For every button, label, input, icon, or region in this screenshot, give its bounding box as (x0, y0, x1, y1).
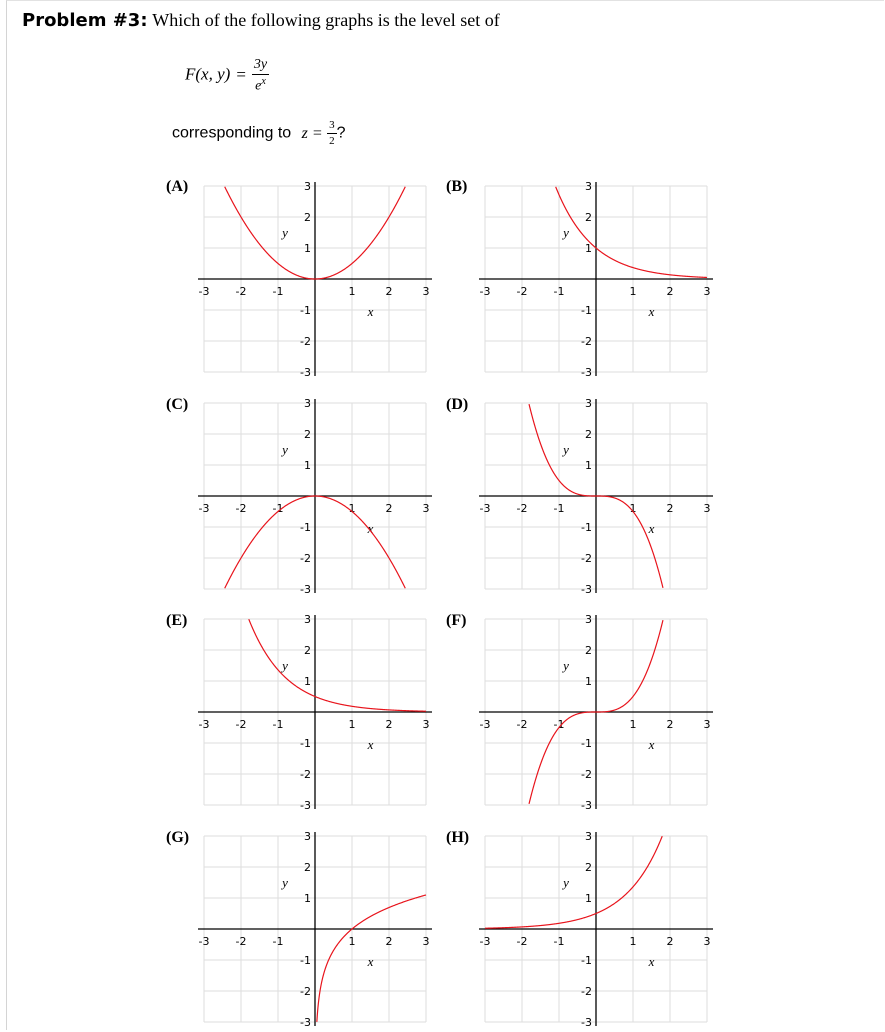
x-tick-label: 2 (385, 718, 393, 731)
y-tick-label: 2 (585, 428, 592, 441)
x-tick-label: -3 (479, 285, 491, 298)
y-tick-label: 3 (585, 397, 592, 410)
x-axis-label: x (648, 954, 655, 969)
x-tick-label: 2 (666, 935, 674, 948)
problem-frame (6, 0, 884, 1030)
x-tick-label: -3 (198, 502, 210, 515)
question-mark: ? (336, 124, 346, 142)
y-tick-label: 1 (304, 242, 311, 255)
y-tick-label: -2 (300, 985, 311, 998)
x-tick-label: 1 (348, 502, 356, 515)
y-tick-label: -1 (581, 304, 592, 317)
y-tick-label: -3 (300, 1016, 311, 1029)
level-curve (485, 836, 662, 928)
y-tick-label: -2 (581, 335, 592, 348)
option-label: (E) (166, 612, 188, 629)
x-tick-label: 3 (703, 285, 711, 298)
x-tick-label: -3 (479, 502, 491, 515)
y-tick-label: -1 (581, 521, 592, 534)
x-tick-label: 2 (666, 285, 674, 298)
x-tick-label: -1 (553, 935, 565, 948)
x-axis-label: x (367, 521, 374, 536)
graph-1[interactable] (478, 182, 718, 382)
y-axis-label: y (282, 442, 288, 458)
y-tick-label: 2 (304, 211, 311, 224)
x-tick-label: -2 (235, 935, 247, 948)
fraction-denominator (252, 75, 269, 94)
y-axis-label: y (563, 875, 569, 891)
graph-0[interactable] (197, 182, 437, 382)
x-tick-label: -2 (516, 502, 528, 515)
x-axis-label: x (648, 737, 655, 752)
y-axis-label: y (563, 225, 569, 241)
level-curve (249, 619, 426, 711)
x-tick-label: 2 (666, 718, 674, 731)
y-tick-label: 2 (585, 644, 592, 657)
x-tick-label: -3 (479, 935, 491, 948)
y-tick-label: 3 (585, 830, 592, 843)
graph-4[interactable] (197, 615, 437, 815)
x-tick-label: 1 (348, 285, 356, 298)
x-tick-label: 2 (385, 935, 393, 948)
x-tick-label: 1 (348, 718, 356, 731)
y-axis-label: y (282, 225, 288, 241)
y-tick-label: -2 (581, 768, 592, 781)
y-tick-label: 3 (585, 613, 592, 626)
x-axis-label: x (648, 304, 655, 319)
corresponding-text: corresponding to (172, 124, 292, 142)
x-tick-label: 2 (385, 285, 393, 298)
y-tick-label: -2 (300, 552, 311, 565)
z-equals: z = (301, 124, 323, 142)
x-tick-label: -3 (198, 718, 210, 731)
y-tick-label: -1 (581, 737, 592, 750)
x-tick-label: -3 (198, 285, 210, 298)
x-tick-label: 3 (422, 718, 430, 731)
graph-5[interactable] (478, 615, 718, 815)
x-axis-label: x (367, 737, 374, 752)
problem-heading (22, 10, 500, 32)
function-fraction (252, 58, 269, 94)
x-tick-label: 2 (385, 502, 393, 515)
y-axis-label: y (563, 442, 569, 458)
x-tick-label: 1 (629, 718, 637, 731)
fraction-numerator: 3y (252, 58, 269, 75)
y-axis-label: y (563, 658, 569, 674)
x-tick-label: -1 (272, 502, 284, 515)
y-tick-label: 1 (304, 892, 311, 905)
graph-6[interactable] (197, 832, 437, 1032)
x-axis-label: x (367, 304, 374, 319)
y-tick-label: 1 (585, 675, 592, 688)
y-tick-label: -2 (300, 335, 311, 348)
level-value-line (172, 120, 346, 147)
graph-7[interactable] (478, 832, 718, 1032)
option-label: (G) (166, 829, 190, 846)
y-axis-label: y (282, 875, 288, 891)
y-tick-label: -2 (300, 768, 311, 781)
x-tick-label: -2 (235, 285, 247, 298)
level-curve (556, 187, 707, 278)
x-tick-label: -1 (553, 285, 565, 298)
option-label: (H) (446, 829, 470, 846)
x-tick-label: -3 (198, 935, 210, 948)
y-axis-label: y (282, 658, 288, 674)
y-tick-label: 3 (304, 830, 311, 843)
y-tick-label: 1 (585, 892, 592, 905)
y-tick-label: 2 (585, 211, 592, 224)
y-tick-label: 1 (585, 459, 592, 472)
y-tick-label: -3 (300, 366, 311, 379)
z-fraction (327, 120, 337, 147)
x-tick-label: -2 (235, 502, 247, 515)
y-tick-label: -1 (300, 954, 311, 967)
z-numerator: 3 (327, 120, 337, 134)
y-tick-label: 2 (304, 644, 311, 657)
x-tick-label: 1 (629, 935, 637, 948)
z-denominator: 2 (329, 135, 335, 147)
y-tick-label: 3 (585, 180, 592, 193)
x-axis-label: x (367, 954, 374, 969)
y-tick-label: -3 (581, 1016, 592, 1029)
x-tick-label: 3 (703, 502, 711, 515)
problem-number: Problem #3: (22, 10, 148, 31)
option-label: (D) (446, 396, 469, 413)
y-tick-label: -2 (581, 985, 592, 998)
x-tick-label: -1 (272, 285, 284, 298)
x-tick-label: 3 (703, 935, 711, 948)
option-label: (C) (166, 396, 189, 413)
y-tick-label: -1 (300, 737, 311, 750)
denominator-exponent: x (261, 76, 266, 87)
graph-3[interactable] (478, 399, 718, 599)
x-tick-label: -1 (553, 502, 565, 515)
y-tick-label: -1 (300, 304, 311, 317)
x-tick-label: 2 (666, 502, 674, 515)
denominator-base: e (255, 78, 262, 94)
option-label: (F) (446, 612, 467, 629)
y-tick-label: 1 (585, 242, 592, 255)
x-tick-label: 1 (629, 502, 637, 515)
function-formula (185, 58, 269, 94)
y-tick-label: 2 (585, 861, 592, 874)
y-tick-label: 1 (304, 459, 311, 472)
equals-sign: = (236, 64, 246, 84)
y-tick-label: -3 (300, 583, 311, 596)
x-tick-label: -1 (272, 718, 284, 731)
x-tick-label: 1 (629, 285, 637, 298)
y-tick-label: -1 (581, 954, 592, 967)
option-label: (B) (446, 178, 468, 195)
y-tick-label: 1 (304, 675, 311, 688)
y-tick-label: -3 (581, 799, 592, 812)
function-lhs: F(x, y) (185, 64, 231, 84)
x-tick-label: -1 (553, 718, 565, 731)
y-tick-label: -3 (581, 583, 592, 596)
x-tick-label: -2 (516, 285, 528, 298)
x-tick-label: -2 (516, 718, 528, 731)
x-tick-label: -2 (235, 718, 247, 731)
option-label: (A) (166, 178, 189, 195)
x-axis-label: x (648, 521, 655, 536)
problem-question: Which of the following graphs is the level set of (152, 10, 500, 30)
x-tick-label: -2 (516, 935, 528, 948)
x-tick-label: 3 (422, 285, 430, 298)
x-tick-label: 3 (422, 935, 430, 948)
y-tick-label: -3 (581, 366, 592, 379)
y-tick-label: 3 (304, 180, 311, 193)
x-tick-label: 3 (422, 502, 430, 515)
y-tick-label: 3 (304, 613, 311, 626)
x-tick-label: 1 (348, 935, 356, 948)
y-tick-label: -1 (300, 521, 311, 534)
y-tick-label: -2 (581, 552, 592, 565)
x-tick-label: -1 (272, 935, 284, 948)
y-tick-label: -3 (300, 799, 311, 812)
y-tick-label: 3 (304, 397, 311, 410)
graph-2[interactable] (197, 399, 437, 599)
x-tick-label: 3 (703, 718, 711, 731)
y-tick-label: 2 (304, 861, 311, 874)
x-tick-label: -3 (479, 718, 491, 731)
y-tick-label: 2 (304, 428, 311, 441)
